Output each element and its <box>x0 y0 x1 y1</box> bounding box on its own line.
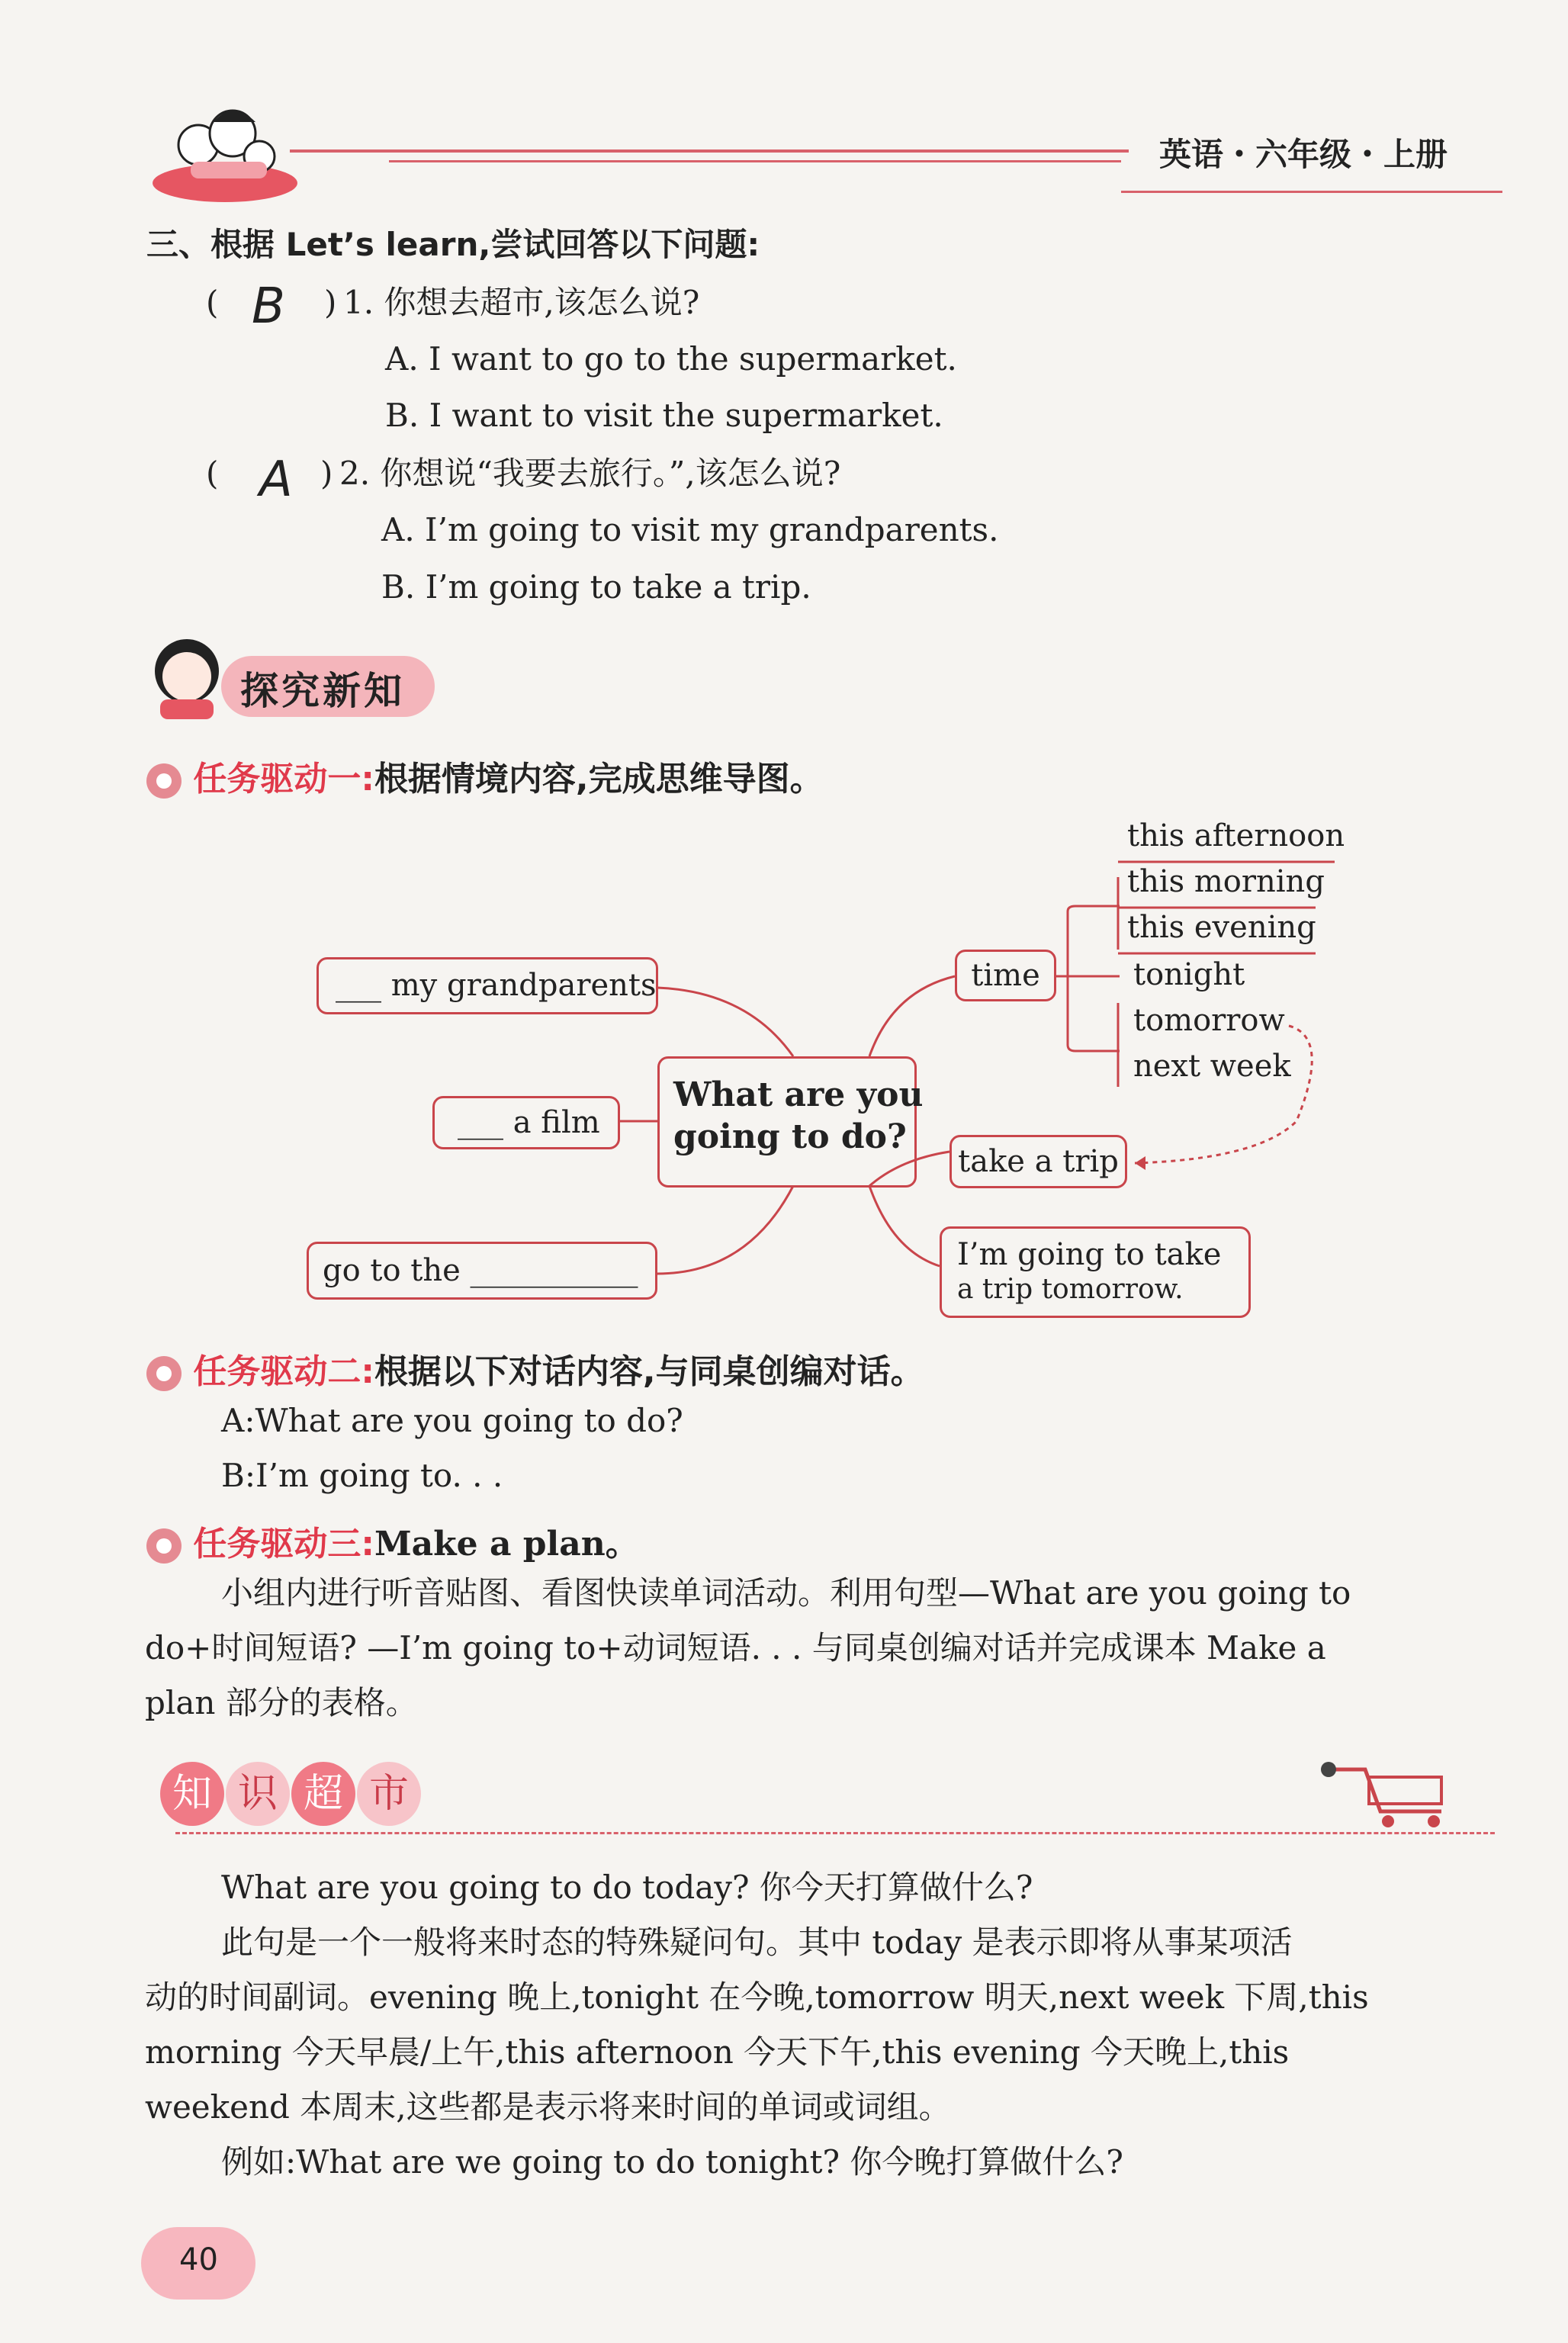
mindmap-left-box-1: ___ my grandparents <box>316 957 658 1014</box>
knowledge-char-1: 知 <box>160 1762 224 1826</box>
q1-option-a: A. I want to go to the supermarket. <box>385 340 957 378</box>
q1-prompt: 1. 你想去超市,该怎么说? <box>343 284 700 321</box>
task1-text: 根据情境内容,完成思维导图。 <box>374 760 824 799</box>
mindmap-left-box-3: go to the ___________ <box>307 1242 657 1300</box>
knowledge-line-3: 动的时间副词。evening 晚上,tonight 在今晚,tomorrow 明天,next week 下周,this <box>145 1978 1369 2016</box>
task3-text: Make a plan。 <box>374 1525 639 1564</box>
task3-label: 任务驱动三: <box>193 1525 374 1564</box>
mindmap-time-item-2: this morning <box>1127 864 1325 899</box>
task1-label: 任务驱动一: <box>193 760 374 799</box>
shopping-cart-icon <box>1312 1747 1464 1830</box>
header-subject: 英语・六年级・上册 <box>1159 136 1448 173</box>
knowledge-line-5: weekend 本周末,这些都是表示将来时间的单词或词组。 <box>145 2088 951 2126</box>
knowledge-title <box>160 1762 423 1826</box>
section3-title: 三、根据 Let’s learn,尝试回答以下问题: <box>146 226 760 263</box>
mindmap-time-item-4: tonight <box>1133 957 1245 992</box>
q2-option-a: A. I’m going to visit my grandparents. <box>381 511 999 548</box>
knowledge-line-1: What are you going to do today? 你今天打算做什么? <box>221 1869 1033 1906</box>
mindmap-time-item-3: this evening <box>1127 910 1316 945</box>
mindmap-center-line2: going to do? <box>673 1117 907 1156</box>
explore-title: 探究新知 <box>240 669 405 713</box>
task2-line-a: A:What are you going to do? <box>221 1402 683 1439</box>
q2-option-b: B. I’m going to take a trip. <box>381 568 811 606</box>
mindmap-left-box-2: ___ a film <box>432 1096 620 1149</box>
mindmap-time-item-1: this afternoon <box>1127 818 1345 853</box>
knowledge-char-2: 识 <box>226 1762 290 1826</box>
task3-p3: plan 部分的表格。 <box>145 1684 418 1721</box>
gear-icon <box>146 1528 182 1564</box>
mindmap-time-item-5: tomorrow <box>1133 1003 1285 1038</box>
knowledge-char-4: 市 <box>357 1762 421 1826</box>
q2-handwritten-answer: A <box>259 452 293 508</box>
knowledge-line-6: 例如:What are we going to do tonight? 你今晚打算做什么? <box>221 2143 1123 2181</box>
task2-line-b: B:I’m going to. . . <box>221 1457 503 1494</box>
knowledge-line-4: morning 今天早晨/上午,this afternoon 今天下午,this evening 今天晚上,this <box>145 2033 1290 2071</box>
task3-p1: 小组内进行听音贴图、看图快读单词活动。利用句型—What are you going to <box>221 1574 1351 1612</box>
q2-paren-close: ) <box>320 455 333 492</box>
mindmap-take-trip-box: take a trip <box>949 1135 1127 1188</box>
q1-paren-open: ( <box>206 284 219 321</box>
q1-handwritten-answer: B <box>252 278 285 335</box>
q1-option-b: B. I want to visit the supermarket. <box>385 397 943 434</box>
mindmap-center-box <box>657 1056 924 1188</box>
task2-row <box>146 1344 924 1393</box>
q1-paren-close: ) <box>324 284 337 321</box>
knowledge-char-3: 超 <box>291 1762 355 1826</box>
mindmap-example-line1: I’m going to take <box>957 1237 1222 1272</box>
gear-icon <box>146 1356 182 1391</box>
mindmap-example-line2: a trip tomorrow. <box>957 1274 1184 1305</box>
q2-prompt: 2. 你想说“我要去旅行。”,该怎么说? <box>339 455 841 492</box>
mindmap-time-box: time <box>955 950 1056 1001</box>
task3-row <box>146 1516 639 1565</box>
task3-p2: do+时间短语? —I’m going to+动词短语. . . 与同桌创编对话并完成课本 Make a <box>145 1629 1326 1666</box>
page-number: 40 <box>179 2242 218 2277</box>
knowledge-dashed-rule <box>175 1832 1495 1834</box>
q2-paren-open: ( <box>206 455 219 492</box>
mindmap-example-box <box>940 1226 1251 1318</box>
knowledge-line-2: 此句是一个一般将来时态的特殊疑问句。其中 today 是表示即将从事某项活 <box>221 1924 1293 1961</box>
mindmap-time-item-6: next week <box>1133 1049 1291 1084</box>
task2-label: 任务驱动二: <box>193 1352 374 1391</box>
mindmap-center-line1: What are you <box>673 1075 924 1114</box>
task2-text: 根据以下对话内容,与同桌创编对话。 <box>374 1352 924 1391</box>
